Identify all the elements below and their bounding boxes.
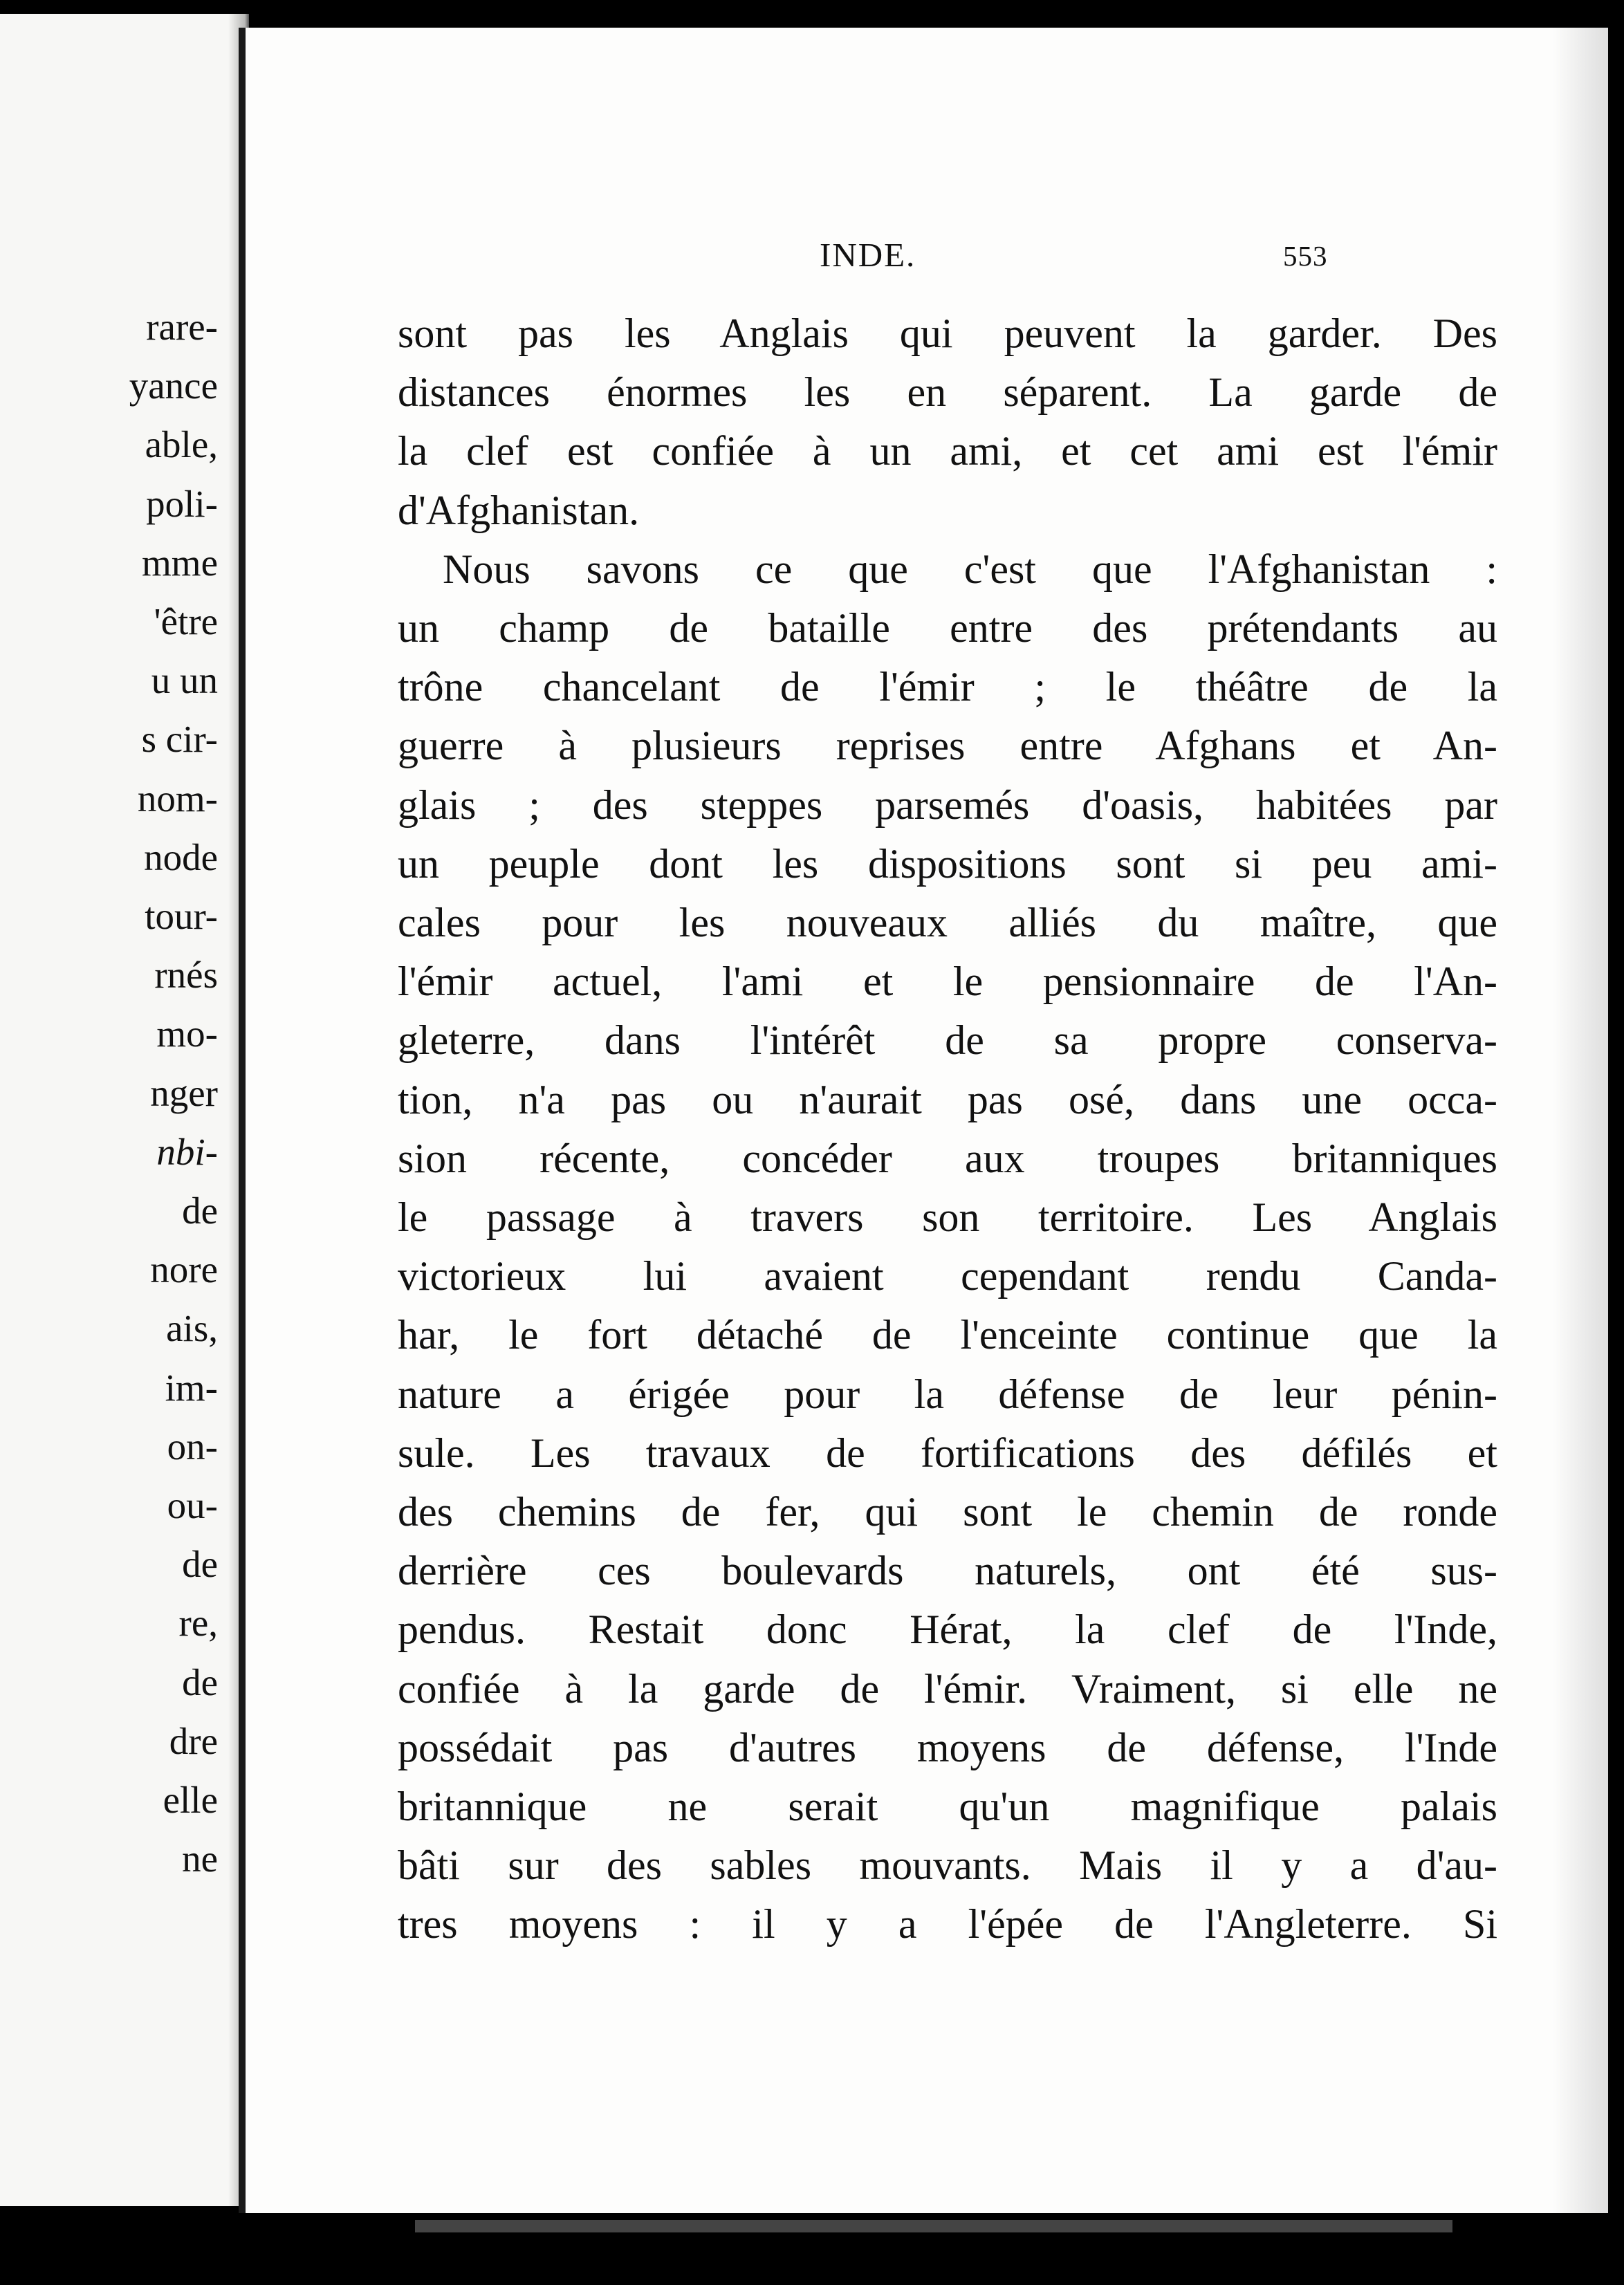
text-line: sont pas les Anglais qui peuvent la garder. Des — [398, 311, 1497, 356]
text-line: sule. Les travaux de fortifications des défilés et — [398, 1430, 1497, 1476]
text-line: victorieux lui avaient cependant rendu Canda- — [398, 1253, 1497, 1299]
text-line: l'émir actuel, l'ami et le pensionnaire de l'An- — [398, 959, 1497, 1005]
left-line: re, — [178, 1602, 218, 1645]
left-line: ne — [182, 1838, 218, 1880]
page-bottom-edge — [415, 2220, 1452, 2232]
text-line: Nous savons ce que c'est que l'Afghanistan : — [443, 546, 1497, 592]
text-line: tion, n'a pas ou n'aurait pas osé, dans une occa- — [398, 1076, 1497, 1122]
left-line: node — [144, 835, 218, 878]
running-title: INDE. — [820, 236, 916, 274]
left-line: de — [182, 1543, 218, 1586]
text-line: glais ; des steppes parsemés d'oasis, habitées par — [398, 781, 1497, 828]
left-line: de — [182, 1660, 218, 1703]
left-line: nbi- — [156, 1130, 218, 1173]
left-line: ou- — [167, 1484, 218, 1527]
left-line: nom- — [137, 777, 218, 820]
text-line: un champ de bataille entre des prétendants au — [398, 605, 1497, 651]
text-line: confiée à la garde de l'émir. Vraiment, si elle ne — [398, 1665, 1497, 1712]
left-line: dre — [169, 1719, 218, 1762]
left-line: u un — [151, 659, 218, 702]
text-line: nature a érigée pour la défense de leur pénin- — [398, 1371, 1497, 1417]
left-line: mme — [142, 541, 218, 584]
left-line: on- — [167, 1425, 218, 1468]
left-page — [0, 14, 249, 2206]
text-line: d'Afghanistan. — [398, 487, 640, 533]
left-line: de — [182, 1190, 218, 1232]
left-line: s cir- — [141, 718, 218, 761]
text-line: guerre à plusieurs reprises entre Afghans et An- — [398, 723, 1497, 769]
text-line: tres moyens : il y a l'épée de l'Angleterre. Si — [398, 1901, 1497, 1948]
page-edge-shading — [1553, 28, 1608, 2213]
text-line: la clef est confiée à un ami, et cet ami est l'émir — [398, 428, 1497, 474]
text-line: trône chancelant de l'émir ; le théâtre de la — [398, 664, 1497, 710]
text-line: har, le fort détaché de l'enceinte continue que la — [398, 1312, 1497, 1358]
text-line: le passage à travers son territoire. Les Anglais — [398, 1194, 1497, 1241]
text-line: des chemins de fer, qui sont le chemin de ronde — [398, 1489, 1497, 1535]
text-line: distances énormes les en séparent. La garde de — [398, 369, 1497, 416]
text-line: pendus. Restait donc Hérat, la clef de l'Inde, — [398, 1607, 1497, 1653]
text-line: possédait pas d'autres moyens de défense, l'Inde — [398, 1724, 1497, 1770]
left-line: able, — [145, 423, 218, 466]
text-line: bâti sur des sables mouvants. Mais il y a d'au- — [398, 1842, 1497, 1889]
text-line: gleterre, dans l'intérêt de sa propre conserva- — [398, 1017, 1497, 1064]
text-line: derrière ces boulevards naturels, ont été sus- — [398, 1548, 1497, 1594]
page-number: 553 — [1283, 240, 1328, 272]
left-line: im- — [165, 1366, 218, 1409]
left-line: elle — [163, 1779, 218, 1822]
left-line: poli- — [146, 482, 218, 525]
left-line: mo- — [156, 1012, 218, 1055]
text-line: sion récente, concéder aux troupes britanniques — [398, 1135, 1497, 1181]
left-line: nger — [150, 1071, 218, 1114]
left-line: rare- — [146, 306, 218, 348]
body-text — [398, 304, 1497, 1954]
left-line: 'être — [154, 600, 218, 643]
left-line: rnés — [154, 954, 218, 997]
running-head — [246, 235, 1608, 284]
left-line: tour- — [145, 895, 218, 938]
text-line: cales pour les nouveaux alliés du maître, que — [398, 900, 1497, 946]
text-line: un peuple dont les dispositions sont si peu ami- — [398, 840, 1497, 887]
left-line: nore — [150, 1248, 218, 1291]
left-line: ais, — [166, 1307, 218, 1350]
left-line: yance — [129, 364, 218, 407]
text-line: britannique ne serait qu'un magnifique palais — [398, 1784, 1497, 1830]
left-page-text — [129, 297, 218, 1888]
right-page — [239, 28, 1608, 2213]
